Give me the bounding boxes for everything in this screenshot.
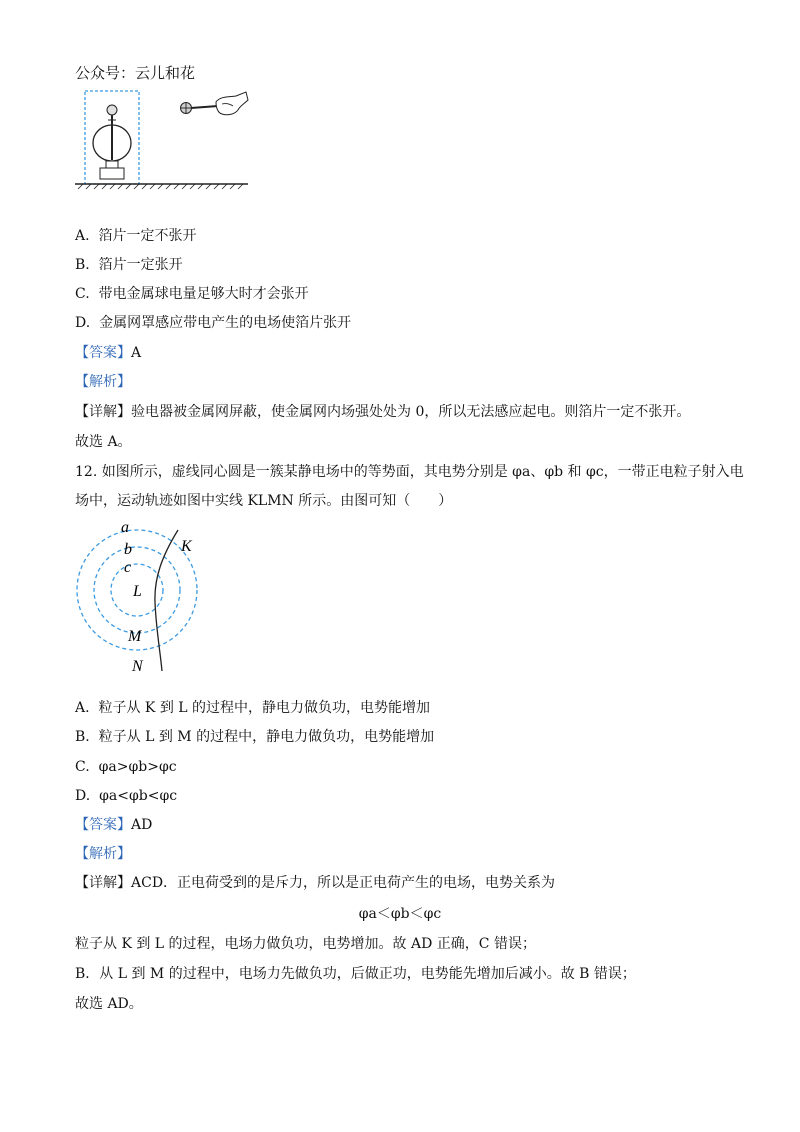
q12-explanation-a: 粒子从 K 到 L 的过程，电场力做负功，电势增加。故 AD 正确，C 错误；: [75, 936, 536, 952]
q12-formula: φa＜φb＜φc: [358, 906, 442, 922]
q12-stem-line1: 12. 如图所示，虚线同心圆是一簇某静电场中的等势面，其电势分别是 φa、φb 和 φc，一带正电粒子射入电: [75, 464, 744, 480]
q11-option-a: A. 箔片一定不张开: [75, 228, 197, 244]
q11-conclusion: 故选 A。: [75, 434, 132, 450]
equipotential-figure: [70, 516, 210, 674]
q12-conclusion: 故选 AD。: [75, 996, 143, 1012]
q12-answer: 【答案】AD: [75, 817, 153, 833]
label-n: N: [132, 658, 143, 674]
watermark-text: 公众号：云儿和花: [75, 64, 196, 82]
q12-explanation-b: B．从 L 到 M 的过程中，电场力先做负功，后做正功，电势能先增加后减小。故 B 错误；: [75, 966, 636, 982]
electroscope-figure: [70, 88, 255, 198]
label-l: L: [133, 583, 142, 600]
q12-analysis-tag: 【解析】: [75, 846, 131, 862]
label-k: K: [181, 538, 192, 555]
q12-option-c: C. φa>φb>φc: [75, 759, 177, 775]
q11-option-c: C. 带电金属球电量足够大时才会张开: [75, 286, 309, 302]
q11-option-d: D. 金属网罩感应带电产生的电场使箔片张开: [75, 315, 352, 331]
label-b: b: [124, 541, 132, 558]
insulating-rod: [191, 106, 218, 108]
q12-option-d: D. φa<φb<φc: [75, 788, 178, 804]
label-m: M: [128, 628, 142, 645]
q12-detail: 【详解】ACD．正电荷受到的是斥力，所以是正电荷产生的电场，电势关系为: [75, 875, 556, 891]
electroscope-knob: [107, 105, 117, 115]
trajectory-klmn: [155, 530, 178, 671]
q12-option-a: A. 粒子从 K 到 L 的过程中，静电力做负功，电势能增加: [75, 700, 431, 716]
q12-option-b: B. 粒子从 L 到 M 的过程中，静电力做负功，电势能增加: [75, 729, 435, 745]
label-a: a: [121, 519, 129, 536]
q11-detail: 【详解】验电器被金属网屏蔽，使金属网内场强处处为 0，所以无法感应起电。则箔片一定不张开。: [75, 404, 691, 420]
q11-analysis-tag: 【解析】: [75, 374, 131, 390]
q12-stem-line2: 场中，运动轨迹如图中实线 KLMN 所示。由图可知（ ）: [75, 493, 453, 509]
q11-answer: 【答案】A: [75, 345, 142, 361]
label-c: c: [124, 559, 132, 576]
hand-icon: [216, 92, 248, 115]
q11-option-b: B. 箔片一定张开: [75, 257, 183, 273]
